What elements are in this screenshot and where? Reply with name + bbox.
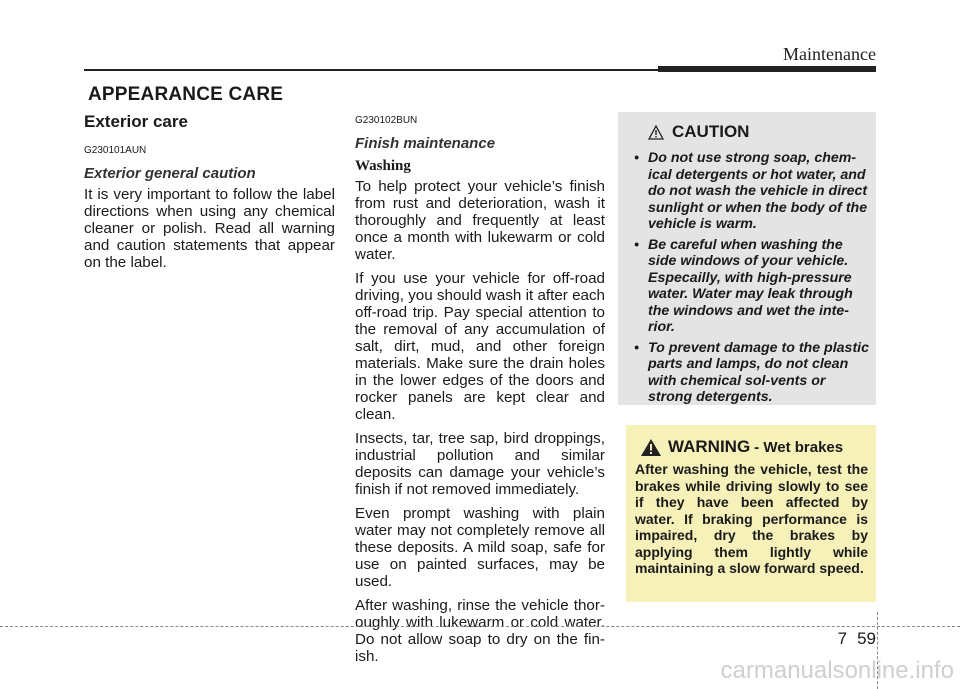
general-caution-heading: Exterior general caution (84, 165, 256, 182)
caution-item: • Do not use strong soap, chem-ical detergents or hot water, and do not wash the vehicle in direct sunlight or when the body of the vehicle is warm. (634, 150, 868, 232)
washing-paragraph: Insects, tar, tree sap, bird droppings, industrial pollution and similar deposits can damage your vehicle’s finish if not removed immediately. (355, 430, 605, 498)
caution-triangle-icon (648, 125, 664, 140)
caution-title: CAUTION (672, 122, 750, 141)
watermark: carmanualsonline.info (720, 657, 954, 684)
header-rule-accent (658, 66, 876, 72)
caution-item: • Be careful when washing the side windows of your vehicle. Especailly, with high-pressure water. Water may leak through the windows and wet the inte-rior. (634, 236, 853, 335)
caution-item: • To prevent damage to the plastic parts and lamps, do not clean with chemical sol-vents or strong detergents. (634, 339, 870, 405)
caution-list (630, 150, 870, 410)
warning-header (640, 437, 843, 457)
washing-paragraph: After washing, rinse the vehicle thor-oughly with lukewarm or cold water. Do not allow soap to dry on the fin-ish. (355, 597, 605, 665)
washing-paragraph: To help protect your vehicle’s finish from rust and deterioration, wash it thoroughly and frequently at least once a month with lukewarm or cold water. (355, 178, 605, 263)
header-rule (84, 69, 658, 71)
chapter-title: Maintenance (783, 44, 876, 64)
left-column (84, 110, 335, 278)
section-code: G230102BUN (355, 115, 418, 126)
warning-box (626, 425, 876, 602)
section-title: APPEARANCE CARE (88, 84, 284, 105)
warning-triangle-icon (640, 438, 662, 457)
washing-paragraph: If you use your vehicle for off-road driving, you should wash it after each off-road trip. Pay special attention to the removal of any accumulation of salt, dirt, mud, and other foreign materials. Make sure the drain holes in the lower edges of the doors and rocker panels are kept clear and clean. (355, 270, 605, 423)
caution-box (618, 112, 876, 405)
section-code: G230101AUN (84, 145, 147, 156)
exterior-care-heading: Exterior care (84, 112, 188, 131)
finish-maintenance-heading: Finish maintenance (355, 135, 496, 152)
footer-rule (0, 626, 960, 627)
washing-label: Washing (355, 158, 411, 174)
warning-text: After washing the vehicle, test the brakes while driving slowly to see if they have been affected by water. If braking performance is impaired, dry the brakes by applying them lightly while maintaining a slow forward speed. (635, 461, 868, 576)
page-number-value: 59 (857, 629, 876, 648)
warning-subtitle: - Wet brakes (754, 438, 844, 456)
warning-title: WARNING (668, 437, 751, 456)
caution-header (648, 122, 749, 142)
middle-column (355, 110, 605, 672)
general-caution-text: It is very important to follow the label directions when using any chemical cleaner or polish. Read all warning and caution statements that appear on the label. (84, 186, 335, 271)
washing-paragraph: Even prompt washing with plain water may not completely remove all these deposits. A mild soap, safe for use on painted surfaces, may be used. (355, 505, 605, 590)
page-number (838, 629, 876, 649)
chapter-number: 7 (837, 629, 848, 648)
